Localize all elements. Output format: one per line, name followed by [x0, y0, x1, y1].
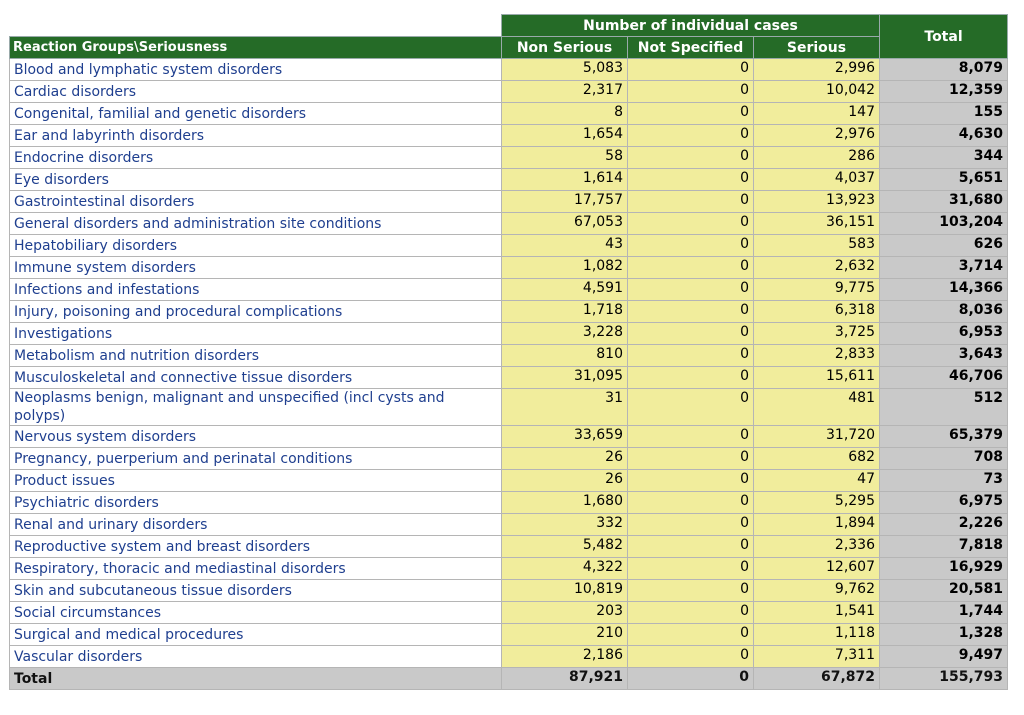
reaction-group-link[interactable]: General disorders and administration site conditions: [10, 213, 502, 235]
cell-non-serious[interactable]: 31,095: [502, 367, 628, 389]
reaction-group-link[interactable]: Reproductive system and breast disorders: [10, 536, 502, 558]
table-row: [10, 213, 1008, 235]
row-header: Reaction Groups\Seriousness: [10, 37, 502, 59]
reaction-group-link[interactable]: Congenital, familial and genetic disorders: [10, 103, 502, 125]
reaction-group-link[interactable]: Blood and lymphatic system disorders: [10, 59, 502, 81]
cell-serious[interactable]: 2,996: [754, 59, 880, 81]
reaction-group-link[interactable]: Immune system disorders: [10, 257, 502, 279]
cell-non-serious[interactable]: 4,322: [502, 558, 628, 580]
cell-serious[interactable]: 147: [754, 103, 880, 125]
cell-serious[interactable]: 7,311: [754, 646, 880, 668]
cell-non-serious[interactable]: 17,757: [502, 191, 628, 213]
cell-non-serious[interactable]: 1,654: [502, 125, 628, 147]
cell-total: 8,079: [880, 59, 1008, 81]
reaction-group-link[interactable]: Injury, poisoning and procedural complications: [10, 301, 502, 323]
cell-not-specified[interactable]: 0: [628, 602, 754, 624]
cell-total: 16,929: [880, 558, 1008, 580]
table-row: [10, 558, 1008, 580]
cell-serious[interactable]: 4,037: [754, 169, 880, 191]
cell-serious[interactable]: 31,720: [754, 426, 880, 448]
reaction-group-link[interactable]: Renal and urinary disorders: [10, 514, 502, 536]
cell-total: 7,818: [880, 536, 1008, 558]
cell-total: 6,953: [880, 323, 1008, 345]
cell-total: 155: [880, 103, 1008, 125]
reaction-group-link[interactable]: Respiratory, thoracic and mediastinal disorders: [10, 558, 502, 580]
cell-non-serious[interactable]: 810: [502, 345, 628, 367]
cell-not-specified[interactable]: 0: [628, 279, 754, 301]
cell-non-serious[interactable]: 5,083: [502, 59, 628, 81]
cell-non-serious[interactable]: 1,614: [502, 169, 628, 191]
cell-non-serious[interactable]: 33,659: [502, 426, 628, 448]
total-label: Total: [10, 668, 502, 690]
col-header-serious[interactable]: Serious: [754, 37, 880, 59]
cell-not-specified[interactable]: 0: [628, 426, 754, 448]
cell-non-serious[interactable]: 43: [502, 235, 628, 257]
cell-total: 626: [880, 235, 1008, 257]
cell-total: 3,714: [880, 257, 1008, 279]
cell-serious[interactable]: 36,151: [754, 213, 880, 235]
reaction-group-link[interactable]: Social circumstances: [10, 602, 502, 624]
total-header[interactable]: Total: [880, 15, 1008, 59]
cell-not-specified[interactable]: 0: [628, 81, 754, 103]
cell-serious[interactable]: 2,632: [754, 257, 880, 279]
cell-serious[interactable]: 5,295: [754, 492, 880, 514]
cell-non-serious[interactable]: 1,680: [502, 492, 628, 514]
reaction-group-link[interactable]: Hepatobiliary disorders: [10, 235, 502, 257]
cell-not-specified[interactable]: 0: [628, 191, 754, 213]
table-row: [10, 646, 1008, 668]
total-not-specified: 0: [628, 668, 754, 690]
total-row: [10, 668, 1008, 690]
cell-non-serious[interactable]: 8: [502, 103, 628, 125]
cell-total: 708: [880, 448, 1008, 470]
cell-non-serious[interactable]: 26: [502, 470, 628, 492]
reaction-group-link[interactable]: Endocrine disorders: [10, 147, 502, 169]
cell-total: 2,226: [880, 514, 1008, 536]
cell-non-serious[interactable]: 5,482: [502, 536, 628, 558]
table-row: [10, 389, 1008, 426]
cell-serious[interactable]: 1,894: [754, 514, 880, 536]
cell-not-specified[interactable]: 0: [628, 345, 754, 367]
cell-non-serious[interactable]: 332: [502, 514, 628, 536]
table-row: [10, 367, 1008, 389]
cell-not-specified[interactable]: 0: [628, 448, 754, 470]
cell-not-specified[interactable]: 0: [628, 125, 754, 147]
group-header: Number of individual cases: [502, 15, 880, 37]
cell-total: 31,680: [880, 191, 1008, 213]
cell-total: 73: [880, 470, 1008, 492]
cell-not-specified[interactable]: 0: [628, 624, 754, 646]
cell-total: 14,366: [880, 279, 1008, 301]
cell-serious[interactable]: 9,775: [754, 279, 880, 301]
cell-total: 344: [880, 147, 1008, 169]
cell-total: 6,975: [880, 492, 1008, 514]
cell-non-serious[interactable]: 3,228: [502, 323, 628, 345]
reaction-groups-table: [9, 14, 1008, 690]
reaction-group-link[interactable]: Nervous system disorders: [10, 426, 502, 448]
cell-serious[interactable]: 9,762: [754, 580, 880, 602]
table-row: [10, 191, 1008, 213]
cell-not-specified[interactable]: 0: [628, 367, 754, 389]
table-row: [10, 470, 1008, 492]
cell-total: 512: [880, 389, 1008, 426]
reaction-group-link[interactable]: Musculoskeletal and connective tissue disorders: [10, 367, 502, 389]
cell-serious[interactable]: 3,725: [754, 323, 880, 345]
cell-serious[interactable]: 481: [754, 389, 880, 426]
cell-serious[interactable]: 1,541: [754, 602, 880, 624]
cell-not-specified[interactable]: 0: [628, 59, 754, 81]
cell-not-specified[interactable]: 0: [628, 492, 754, 514]
table-row: [10, 492, 1008, 514]
reaction-group-link[interactable]: Metabolism and nutrition disorders: [10, 345, 502, 367]
table-row: [10, 147, 1008, 169]
cell-non-serious[interactable]: 10,819: [502, 580, 628, 602]
grand-total: 155,793: [880, 668, 1008, 690]
table-row: [10, 448, 1008, 470]
cell-total: 9,497: [880, 646, 1008, 668]
table-row: [10, 580, 1008, 602]
table-row: [10, 235, 1008, 257]
table-row: [10, 125, 1008, 147]
cell-total: 5,651: [880, 169, 1008, 191]
reaction-group-link[interactable]: Skin and subcutaneous tissue disorders: [10, 580, 502, 602]
reaction-group-link[interactable]: Eye disorders: [10, 169, 502, 191]
reaction-group-link[interactable]: Ear and labyrinth disorders: [10, 125, 502, 147]
reaction-group-link[interactable]: Infections and infestations: [10, 279, 502, 301]
reaction-group-link[interactable]: Investigations: [10, 323, 502, 345]
table-row: [10, 426, 1008, 448]
reaction-group-link[interactable]: Gastrointestinal disorders: [10, 191, 502, 213]
cell-serious[interactable]: 47: [754, 470, 880, 492]
cell-not-specified[interactable]: 0: [628, 514, 754, 536]
cell-total: 8,036: [880, 301, 1008, 323]
table-row: [10, 514, 1008, 536]
cell-total: 46,706: [880, 367, 1008, 389]
reaction-group-link[interactable]: Pregnancy, puerperium and perinatal conditions: [10, 448, 502, 470]
total-serious: 67,872: [754, 668, 880, 690]
reaction-group-link[interactable]: Cardiac disorders: [10, 81, 502, 103]
table-row: [10, 257, 1008, 279]
cell-non-serious[interactable]: 1,082: [502, 257, 628, 279]
table-row: [10, 602, 1008, 624]
cell-not-specified[interactable]: 0: [628, 147, 754, 169]
cell-serious[interactable]: 13,923: [754, 191, 880, 213]
cell-total: 3,643: [880, 345, 1008, 367]
cell-non-serious[interactable]: 2,317: [502, 81, 628, 103]
total-non-serious: 87,921: [502, 668, 628, 690]
cell-serious[interactable]: 583: [754, 235, 880, 257]
table-row: [10, 345, 1008, 367]
cell-total: 1,744: [880, 602, 1008, 624]
reaction-group-link[interactable]: Vascular disorders: [10, 646, 502, 668]
cell-not-specified[interactable]: 0: [628, 558, 754, 580]
cell-serious[interactable]: 682: [754, 448, 880, 470]
cell-non-serious[interactable]: 4,591: [502, 279, 628, 301]
cell-non-serious[interactable]: 26: [502, 448, 628, 470]
cell-serious[interactable]: 2,336: [754, 536, 880, 558]
col-header-non-serious[interactable]: Non Serious: [502, 37, 628, 59]
table-row: [10, 279, 1008, 301]
cell-serious[interactable]: 1,118: [754, 624, 880, 646]
reaction-group-link[interactable]: Psychiatric disorders: [10, 492, 502, 514]
col-header-not-specified[interactable]: Not Specified: [628, 37, 754, 59]
table-row: [10, 323, 1008, 345]
table-row: [10, 624, 1008, 646]
reaction-group-link[interactable]: Product issues: [10, 470, 502, 492]
cell-serious[interactable]: 15,611: [754, 367, 880, 389]
cell-total: 4,630: [880, 125, 1008, 147]
cell-serious[interactable]: 286: [754, 147, 880, 169]
table-row: [10, 301, 1008, 323]
cell-not-specified[interactable]: 0: [628, 580, 754, 602]
cell-not-specified[interactable]: 0: [628, 470, 754, 492]
cell-non-serious[interactable]: 210: [502, 624, 628, 646]
cell-total: 103,204: [880, 213, 1008, 235]
cell-not-specified[interactable]: 0: [628, 235, 754, 257]
cell-total: 20,581: [880, 580, 1008, 602]
cell-non-serious[interactable]: 203: [502, 602, 628, 624]
cell-serious[interactable]: 6,318: [754, 301, 880, 323]
table-row: [10, 536, 1008, 558]
cell-non-serious[interactable]: 58: [502, 147, 628, 169]
table-row: [10, 81, 1008, 103]
cell-not-specified[interactable]: 0: [628, 301, 754, 323]
cell-not-specified[interactable]: 0: [628, 536, 754, 558]
table-row: [10, 169, 1008, 191]
cell-serious[interactable]: 2,976: [754, 125, 880, 147]
reaction-group-link[interactable]: Surgical and medical procedures: [10, 624, 502, 646]
reaction-group-link[interactable]: Neoplasms benign, malignant and unspecified (incl cysts and polyps): [10, 389, 502, 426]
table-row: [10, 103, 1008, 125]
cell-not-specified[interactable]: 0: [628, 389, 754, 426]
cell-serious[interactable]: 2,833: [754, 345, 880, 367]
cell-not-specified[interactable]: 0: [628, 213, 754, 235]
cell-non-serious[interactable]: 67,053: [502, 213, 628, 235]
cell-total: 65,379: [880, 426, 1008, 448]
cell-not-specified[interactable]: 0: [628, 169, 754, 191]
cell-non-serious[interactable]: 1,718: [502, 301, 628, 323]
cell-total: 1,328: [880, 624, 1008, 646]
cell-total: 12,359: [880, 81, 1008, 103]
cell-not-specified[interactable]: 0: [628, 646, 754, 668]
cell-non-serious[interactable]: 2,186: [502, 646, 628, 668]
cell-not-specified[interactable]: 0: [628, 103, 754, 125]
cell-not-specified[interactable]: 0: [628, 323, 754, 345]
cell-serious[interactable]: 10,042: [754, 81, 880, 103]
table-row: [10, 59, 1008, 81]
cell-serious[interactable]: 12,607: [754, 558, 880, 580]
cell-non-serious[interactable]: 31: [502, 389, 628, 426]
cell-not-specified[interactable]: 0: [628, 257, 754, 279]
empty-corner: [10, 15, 502, 37]
